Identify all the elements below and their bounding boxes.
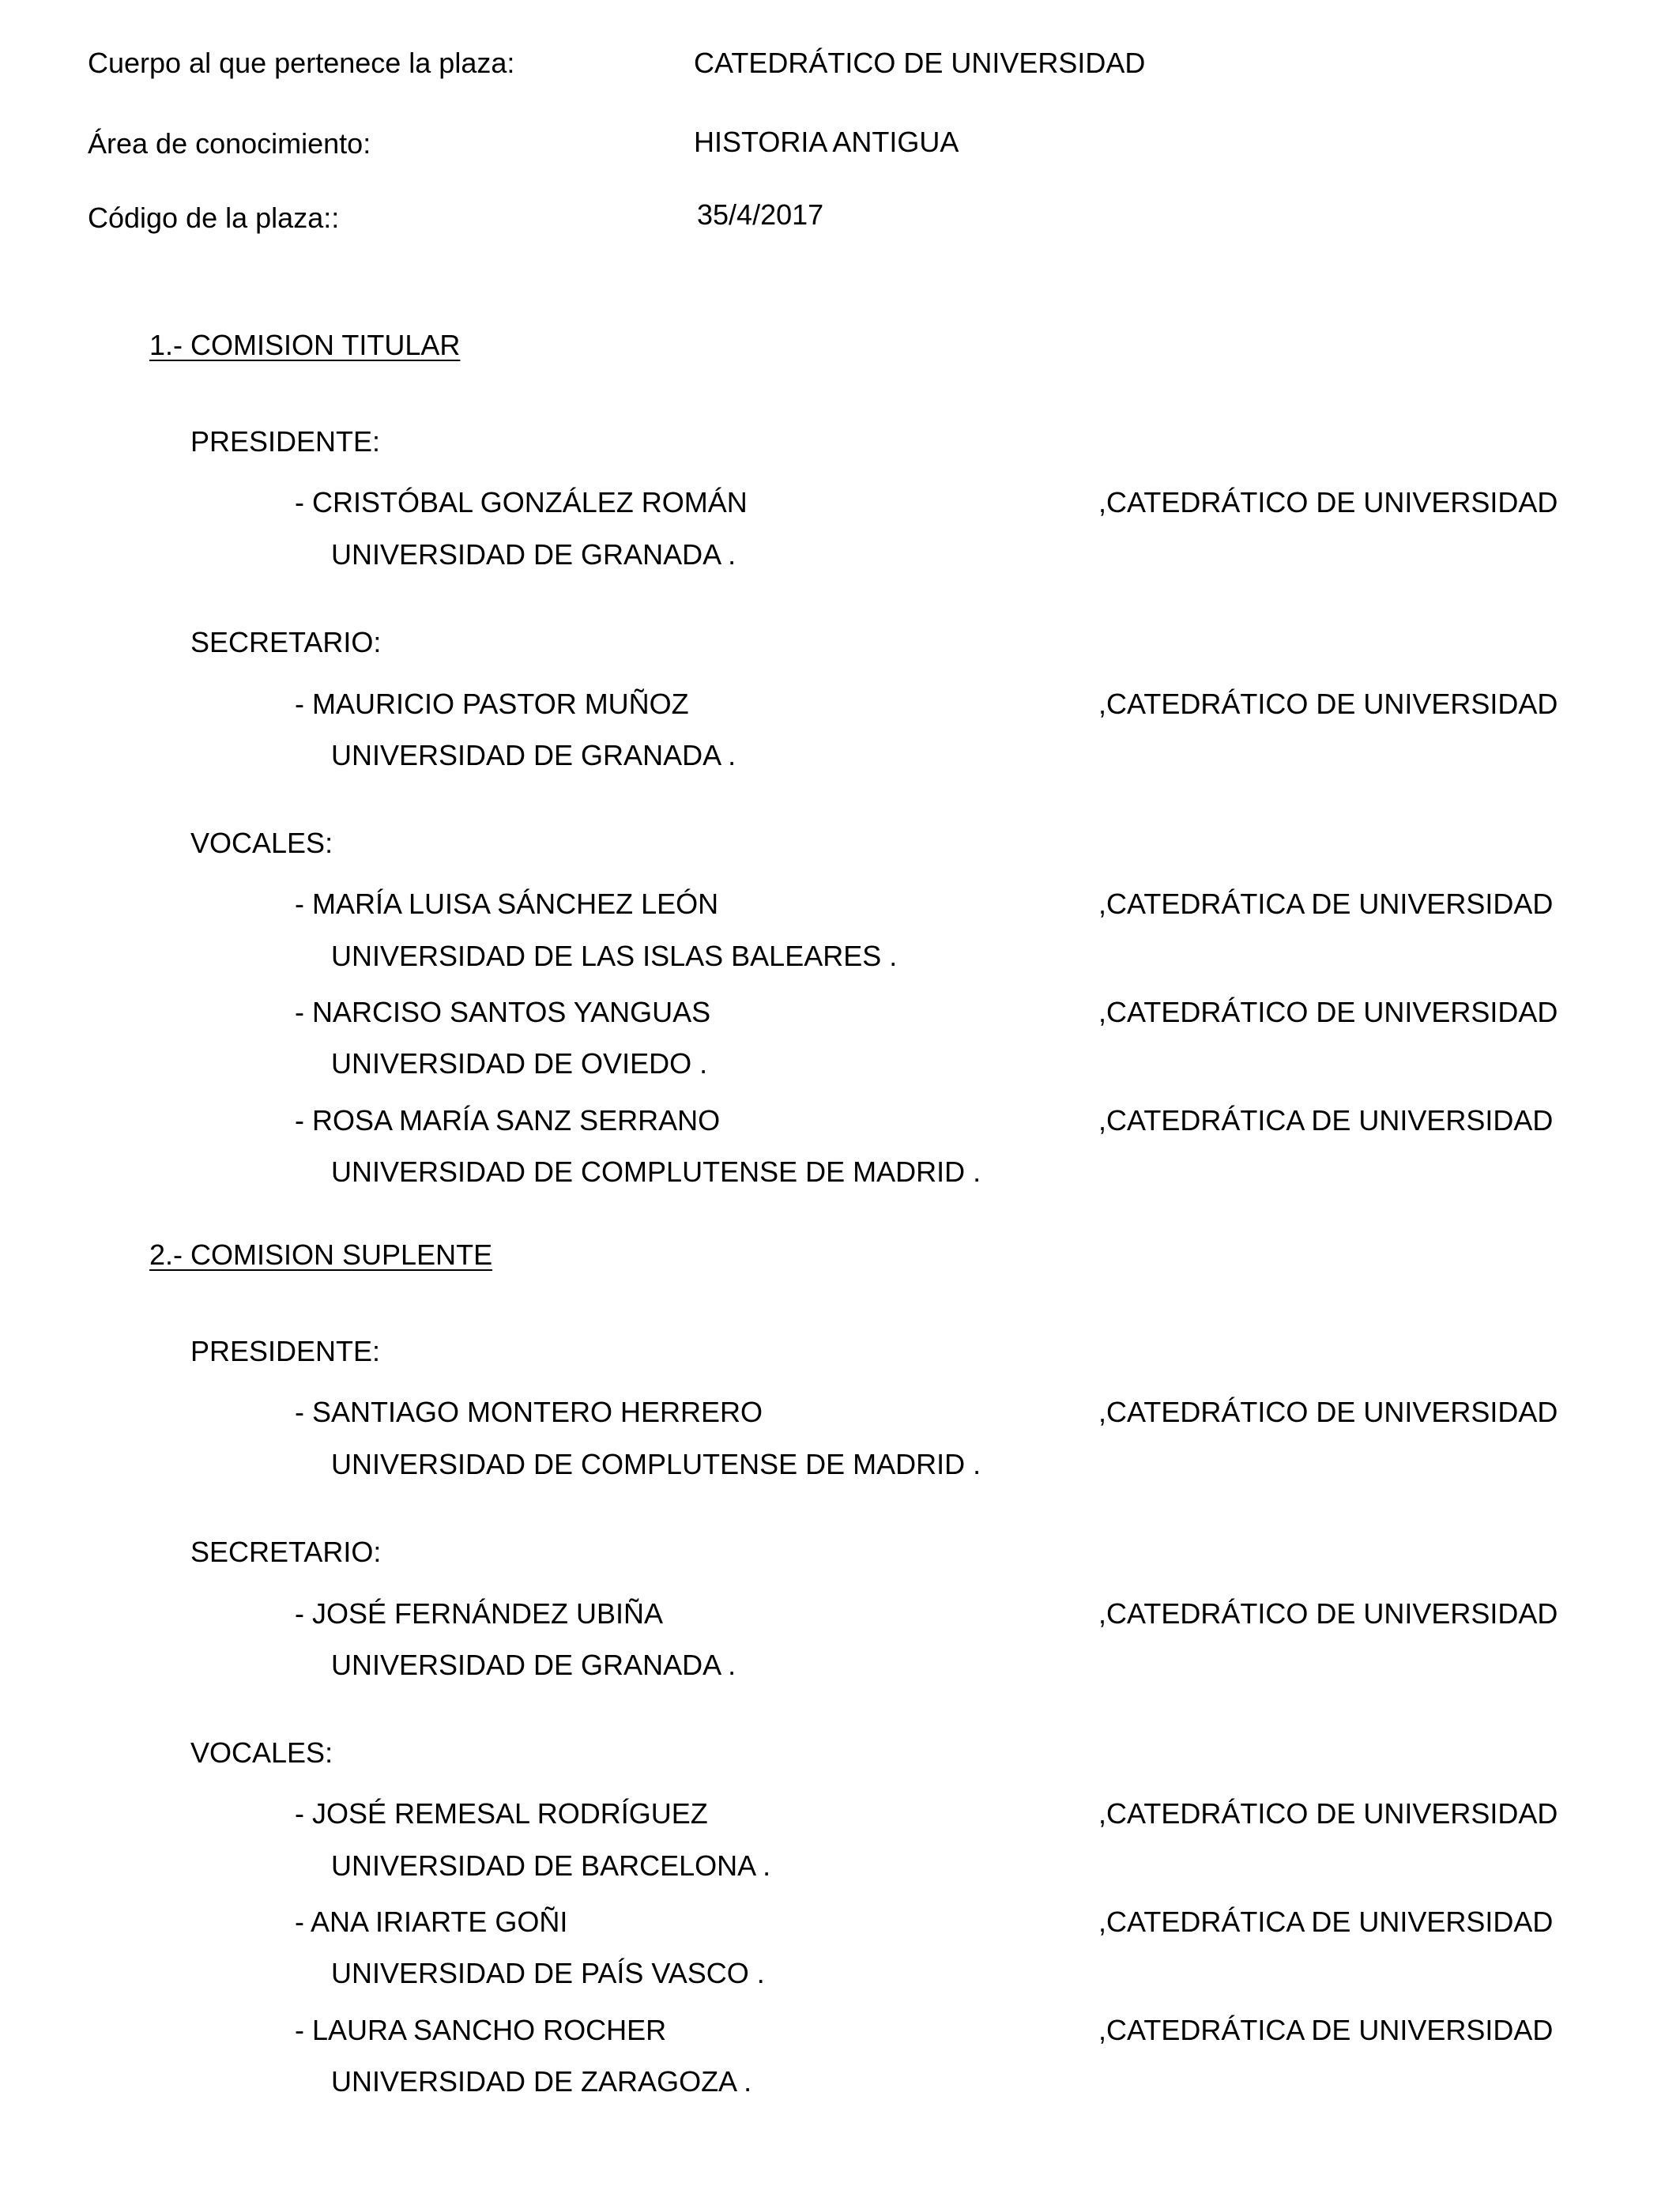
member-position: ,CATEDRÁTICO DE UNIVERSIDAD [1098,486,1558,518]
member-position: ,CATEDRÁTICA DE UNIVERSIDAD [1098,1104,1554,1137]
member-university: UNIVERSIDAD DE COMPLUTENSE DE MADRID . [331,1155,981,1188]
suplente-vocales-label: VOCALES: [190,1736,333,1769]
member-university: UNIVERSIDAD DE GRANADA . [331,1649,736,1681]
member-name: - SANTIAGO MONTERO HERRERO [295,1396,763,1428]
member-position: ,CATEDRÁTICA DE UNIVERSIDAD [1098,2014,1554,2046]
titular-heading: 1.- COMISION TITULAR [149,329,461,361]
member-name: - MARÍA LUISA SÁNCHEZ LEÓN [295,888,719,920]
member-name: - ANA IRIARTE GOÑI [295,1906,568,1938]
member-university: UNIVERSIDAD DE ZARAGOZA . [331,2065,752,2098]
member-university: UNIVERSIDAD DE PAÍS VASCO . [331,1957,765,1989]
member-position: ,CATEDRÁTICO DE UNIVERSIDAD [1098,996,1558,1028]
member-university: UNIVERSIDAD DE OVIEDO . [331,1047,708,1080]
titular-presidente-label: PRESIDENTE: [190,425,381,458]
member-position: ,CATEDRÁTICO DE UNIVERSIDAD [1098,1597,1558,1630]
member-university: UNIVERSIDAD DE BARCELONA . [331,1849,771,1882]
suplente-secretario-label: SECRETARIO: [190,1536,382,1568]
member-university: UNIVERSIDAD DE GRANADA . [331,739,736,771]
cuerpo-label: Cuerpo al que pertenece la plaza: [88,47,515,79]
codigo-label: Código de la plaza:: [88,202,340,234]
area-value: HISTORIA ANTIGUA [694,126,959,158]
titular-secretario-label: SECRETARIO: [190,626,382,658]
codigo-value: 35/4/2017 [697,198,824,231]
member-name: - MAURICIO PASTOR MUÑOZ [295,688,689,720]
member-position: ,CATEDRÁTICA DE UNIVERSIDAD [1098,888,1554,920]
member-position: ,CATEDRÁTICO DE UNIVERSIDAD [1098,1396,1558,1428]
area-label: Área de conocimiento: [88,127,371,160]
member-university: UNIVERSIDAD DE COMPLUTENSE DE MADRID . [331,1448,981,1480]
member-position: ,CATEDRÁTICO DE UNIVERSIDAD [1098,688,1558,720]
member-name: - JOSÉ REMESAL RODRÍGUEZ [295,1797,708,1830]
member-name: - CRISTÓBAL GONZÁLEZ ROMÁN [295,486,748,518]
cuerpo-value: CATEDRÁTICO DE UNIVERSIDAD [694,47,1146,79]
suplente-heading: 2.- COMISION SUPLENTE [149,1238,493,1271]
member-position: ,CATEDRÁTICO DE UNIVERSIDAD [1098,1797,1558,1830]
member-name: - NARCISO SANTOS YANGUAS [295,996,711,1028]
member-name: - JOSÉ FERNÁNDEZ UBIÑA [295,1597,664,1630]
member-name: - LAURA SANCHO ROCHER [295,2014,667,2046]
member-position: ,CATEDRÁTICA DE UNIVERSIDAD [1098,1906,1554,1938]
suplente-presidente-label: PRESIDENTE: [190,1335,381,1367]
member-university: UNIVERSIDAD DE GRANADA . [331,538,736,571]
member-name: - ROSA MARÍA SANZ SERRANO [295,1104,721,1137]
member-university: UNIVERSIDAD DE LAS ISLAS BALEARES . [331,940,898,972]
titular-vocales-label: VOCALES: [190,827,333,859]
